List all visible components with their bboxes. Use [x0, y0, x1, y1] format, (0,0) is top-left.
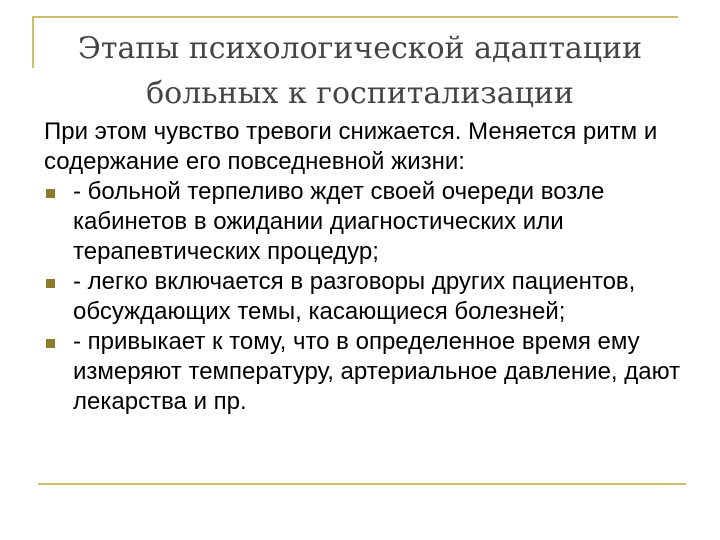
bullet-item [44, 267, 694, 327]
square-bullet-icon [46, 279, 55, 288]
title-line-1: Этапы психологической адаптации [77, 31, 643, 66]
square-bullet-icon [46, 339, 55, 348]
top-divider [32, 16, 678, 18]
intro-text: При этом чувство тревоги снижается. Меняется ритм и содержание его повседневной жизни: [44, 118, 658, 175]
title-line-2: больных к госпитализации [146, 76, 574, 111]
bullet-text: - привыкает к тому, что в определенное время ему измеряют температуру, артериальное давление, дают лекарства и пр. [73, 328, 681, 415]
bullet-item [44, 327, 694, 417]
square-bullet-icon [46, 189, 55, 198]
bullet-item [44, 177, 694, 267]
bullet-list [44, 177, 694, 417]
bullet-text: - легко включается в разговоры других пациентов, обсуждающих темы, касающиеся болезней; [73, 268, 636, 325]
slide-body [44, 117, 694, 417]
slide-title [34, 26, 686, 116]
bullet-text: - больной терпеливо ждет своей очереди возле кабинетов в ожидании диагностических или терапевтических процедур; [73, 178, 605, 265]
bottom-divider [38, 483, 686, 485]
